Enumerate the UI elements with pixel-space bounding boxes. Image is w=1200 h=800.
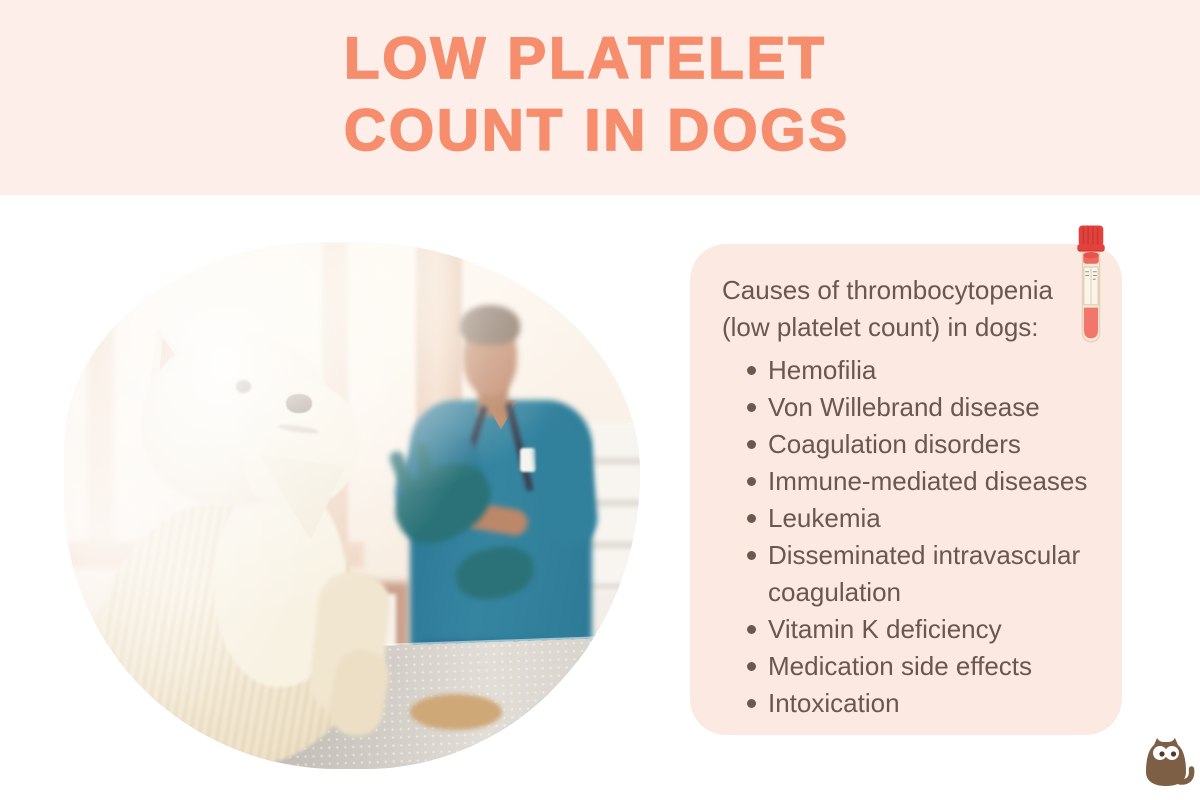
page-title-line2: COUNT IN DOGS: [344, 98, 851, 163]
list-item: Von Willebrand disease: [746, 389, 1096, 426]
panel-heading-line1: Causes of thrombocytopenia: [722, 275, 1053, 305]
list-item: Intoxication: [746, 685, 1096, 722]
panel-heading-line2: (low platelet count) in dogs:: [722, 312, 1039, 342]
page-title: [344, 23, 850, 167]
list-item: Vitamin K deficiency: [746, 611, 1096, 648]
panel-heading: [722, 272, 1096, 346]
list-item: Disseminated intravascular coagulation: [746, 537, 1096, 611]
causes-list: [746, 352, 1096, 722]
causes-panel: [690, 244, 1122, 735]
header-band: [0, 0, 1200, 195]
page-title-line1: LOW PLATELET: [344, 26, 827, 91]
list-item: Coagulation disorders: [746, 426, 1096, 463]
window-light-glow: [64, 242, 640, 769]
list-item: Hemofilia: [746, 352, 1096, 389]
dog-vet-photo: [64, 242, 640, 769]
list-item: Leukemia: [746, 500, 1096, 537]
blood-test-tube-icon: [1074, 221, 1108, 347]
list-item: Immune-mediated diseases: [746, 463, 1096, 500]
list-item: Medication side effects: [746, 648, 1096, 685]
cat-mascot-icon: [1134, 735, 1198, 791]
